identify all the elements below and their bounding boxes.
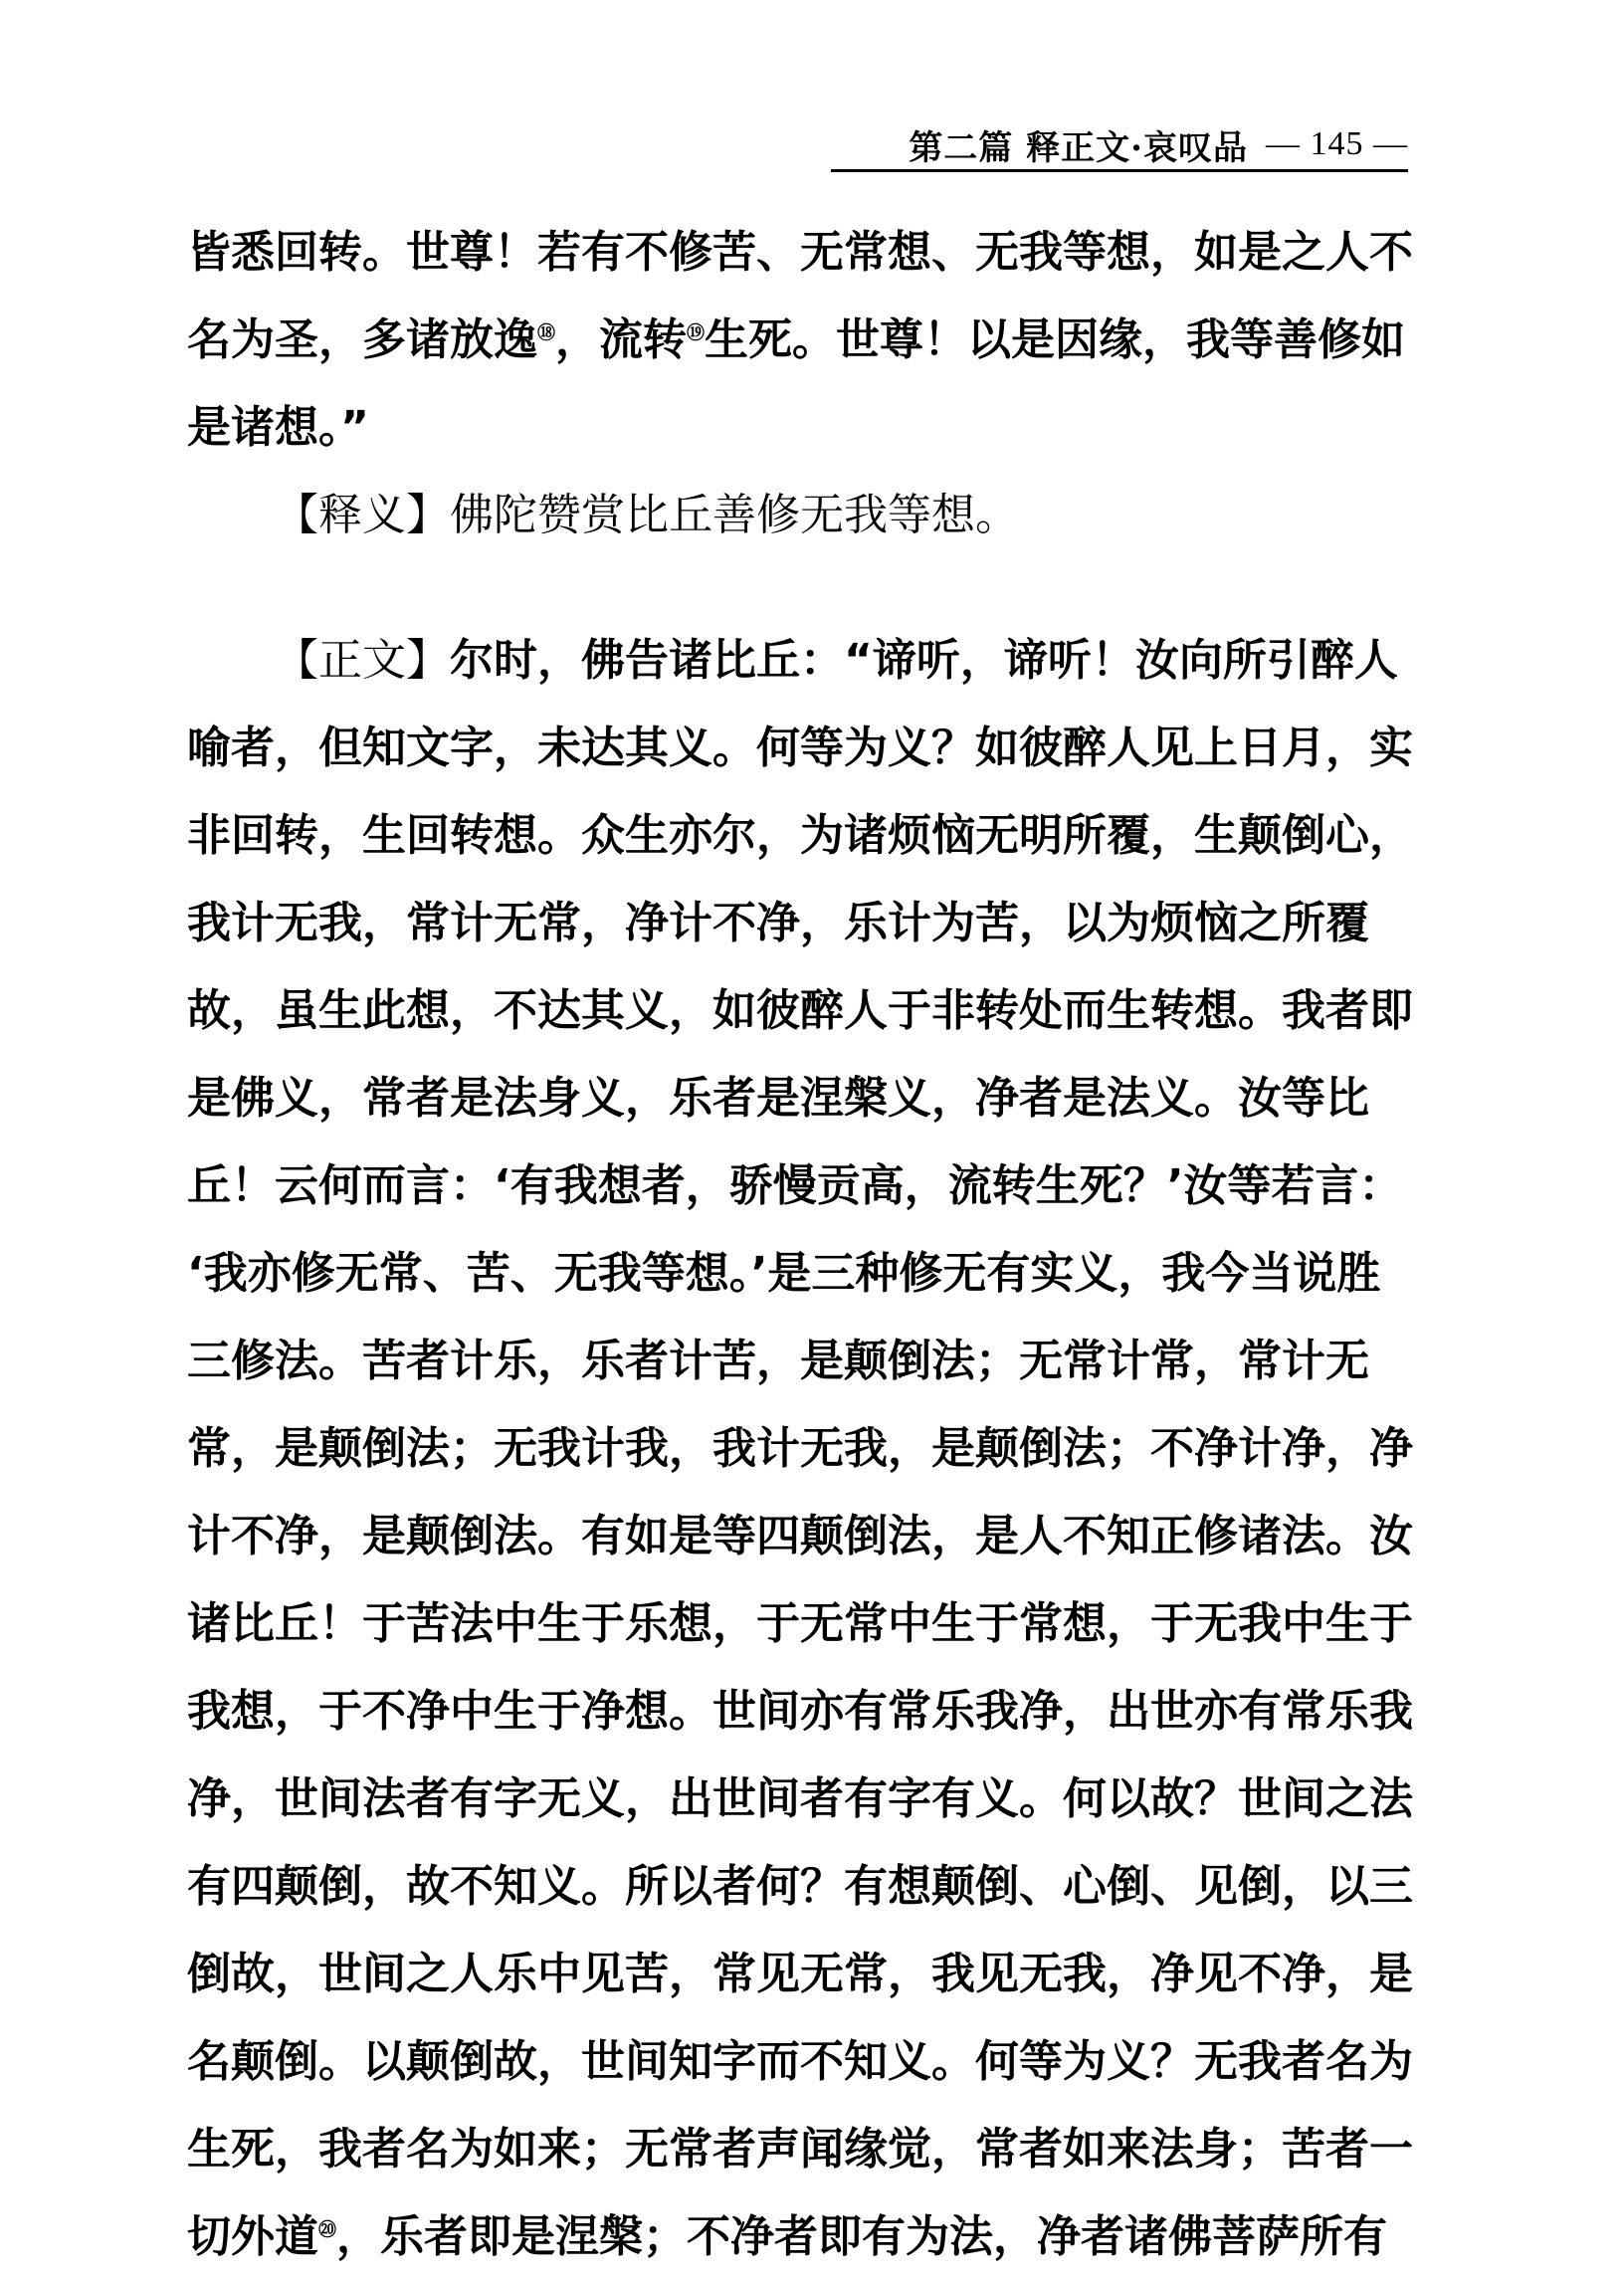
text-line: 丘！云何而言：‘有我想者，骄慢贡高，流转生死？’汝等若言： <box>187 1160 1403 1211</box>
paraphrase-line <box>187 472 1413 559</box>
text-line: 常，是颠倒法；无我计我，我计无我，是颠倒法；不净计净，净 <box>187 1423 1413 1474</box>
text-line: 是佛义，常者是法身义，乐者是涅槃义，净者是法义。汝等比 <box>187 1073 1369 1124</box>
text-line: 我想，于不净中生于净想。世间亦有常乐我净，出世亦有常乐我 <box>187 1686 1413 1737</box>
text-line <box>187 2193 1413 2281</box>
text-line <box>187 297 1413 384</box>
text-line: ‘我亦修无常、苦、无我等想。’是三种修无有实义，我今当说胜 <box>187 1248 1381 1299</box>
section-label: 【正文】 <box>275 635 450 686</box>
text-segment: ，流转 <box>555 314 687 365</box>
text-line: 有四颠倒，故不知义。所以者何？有想颠倒、心倒、见倒，以三 <box>187 1861 1413 1912</box>
footnote-marker: ⑲ <box>687 322 705 344</box>
text-line: 皆悉回转。世尊！若有不修苦、无常想、无我等想，如是之人不 <box>187 227 1413 278</box>
text-line: 三修法。苦者计乐，乐者计苦，是颠倒法；无常计常，常计无 <box>187 1336 1369 1386</box>
text-segment: ，乐者即是涅槃；不净者即有为法，净者诸佛菩萨所有 <box>336 2211 1387 2262</box>
body-text <box>187 209 1413 2281</box>
text-segment: 切外道 <box>187 2211 318 2262</box>
text-line: 名颠倒。以颠倒故，世间知字而不知义。何等为义？无我者名为 <box>187 2036 1413 2087</box>
running-header <box>831 119 1408 172</box>
text-segment: 生死。世尊！以是因缘，我等善修如 <box>705 314 1405 365</box>
text-line: 诸比丘！于苦法中生于乐想，于无常中生于常想，于无我中生于 <box>187 1598 1413 1649</box>
text-line: 喻者，但知文字，未达其义。何等为义？如彼醉人见上日月，实 <box>187 723 1413 773</box>
text-line: 生死，我者名为如来；无常者声闻缘觉，常者如来法身；苦者一 <box>187 2124 1413 2175</box>
text-line: 净，世间法者有字无义，出世间者有字有义。何以故？世间之法 <box>187 1773 1413 1824</box>
text-line: 倒故，世间之人乐中见苦，常见无常，我见无我，净见不净，是 <box>187 1949 1413 1999</box>
text-line: 故，虽生此想，不达其义，如彼醉人于非转处而生转想。我者即 <box>187 985 1413 1036</box>
text-line: 我计无我，常计无常，净计不净，乐计为苦，以为烦恼之所覆 <box>187 898 1369 948</box>
text-segment: 名为圣，多诸放逸 <box>187 314 537 365</box>
section-gap <box>187 559 1413 617</box>
text-line: 是诸想。” <box>187 402 369 453</box>
text-line <box>187 617 1413 705</box>
text-line: 计不净，是颠倒法。有如是等四颠倒法，是人不知正修诸法。汝 <box>187 1511 1413 1561</box>
text-line: 非回转，生回转想。众生亦尔，为诸烦恼无明所覆，生颠倒心， <box>187 810 1413 861</box>
footnote-marker: ⑳ <box>318 2219 336 2241</box>
chapter-title: 第二篇 释正文·哀叹品 <box>909 127 1248 168</box>
text-segment: 尔时，佛告诸比丘：“谛听，谛听！汝向所引醉人 <box>450 635 1398 686</box>
section-label: 【释义】 <box>275 490 450 540</box>
footnote-marker: ⑱ <box>537 322 555 344</box>
paraphrase-text: 佛陀赞赏比丘善修无我等想。 <box>450 490 1019 540</box>
page-number: — 145 — <box>1266 125 1408 162</box>
